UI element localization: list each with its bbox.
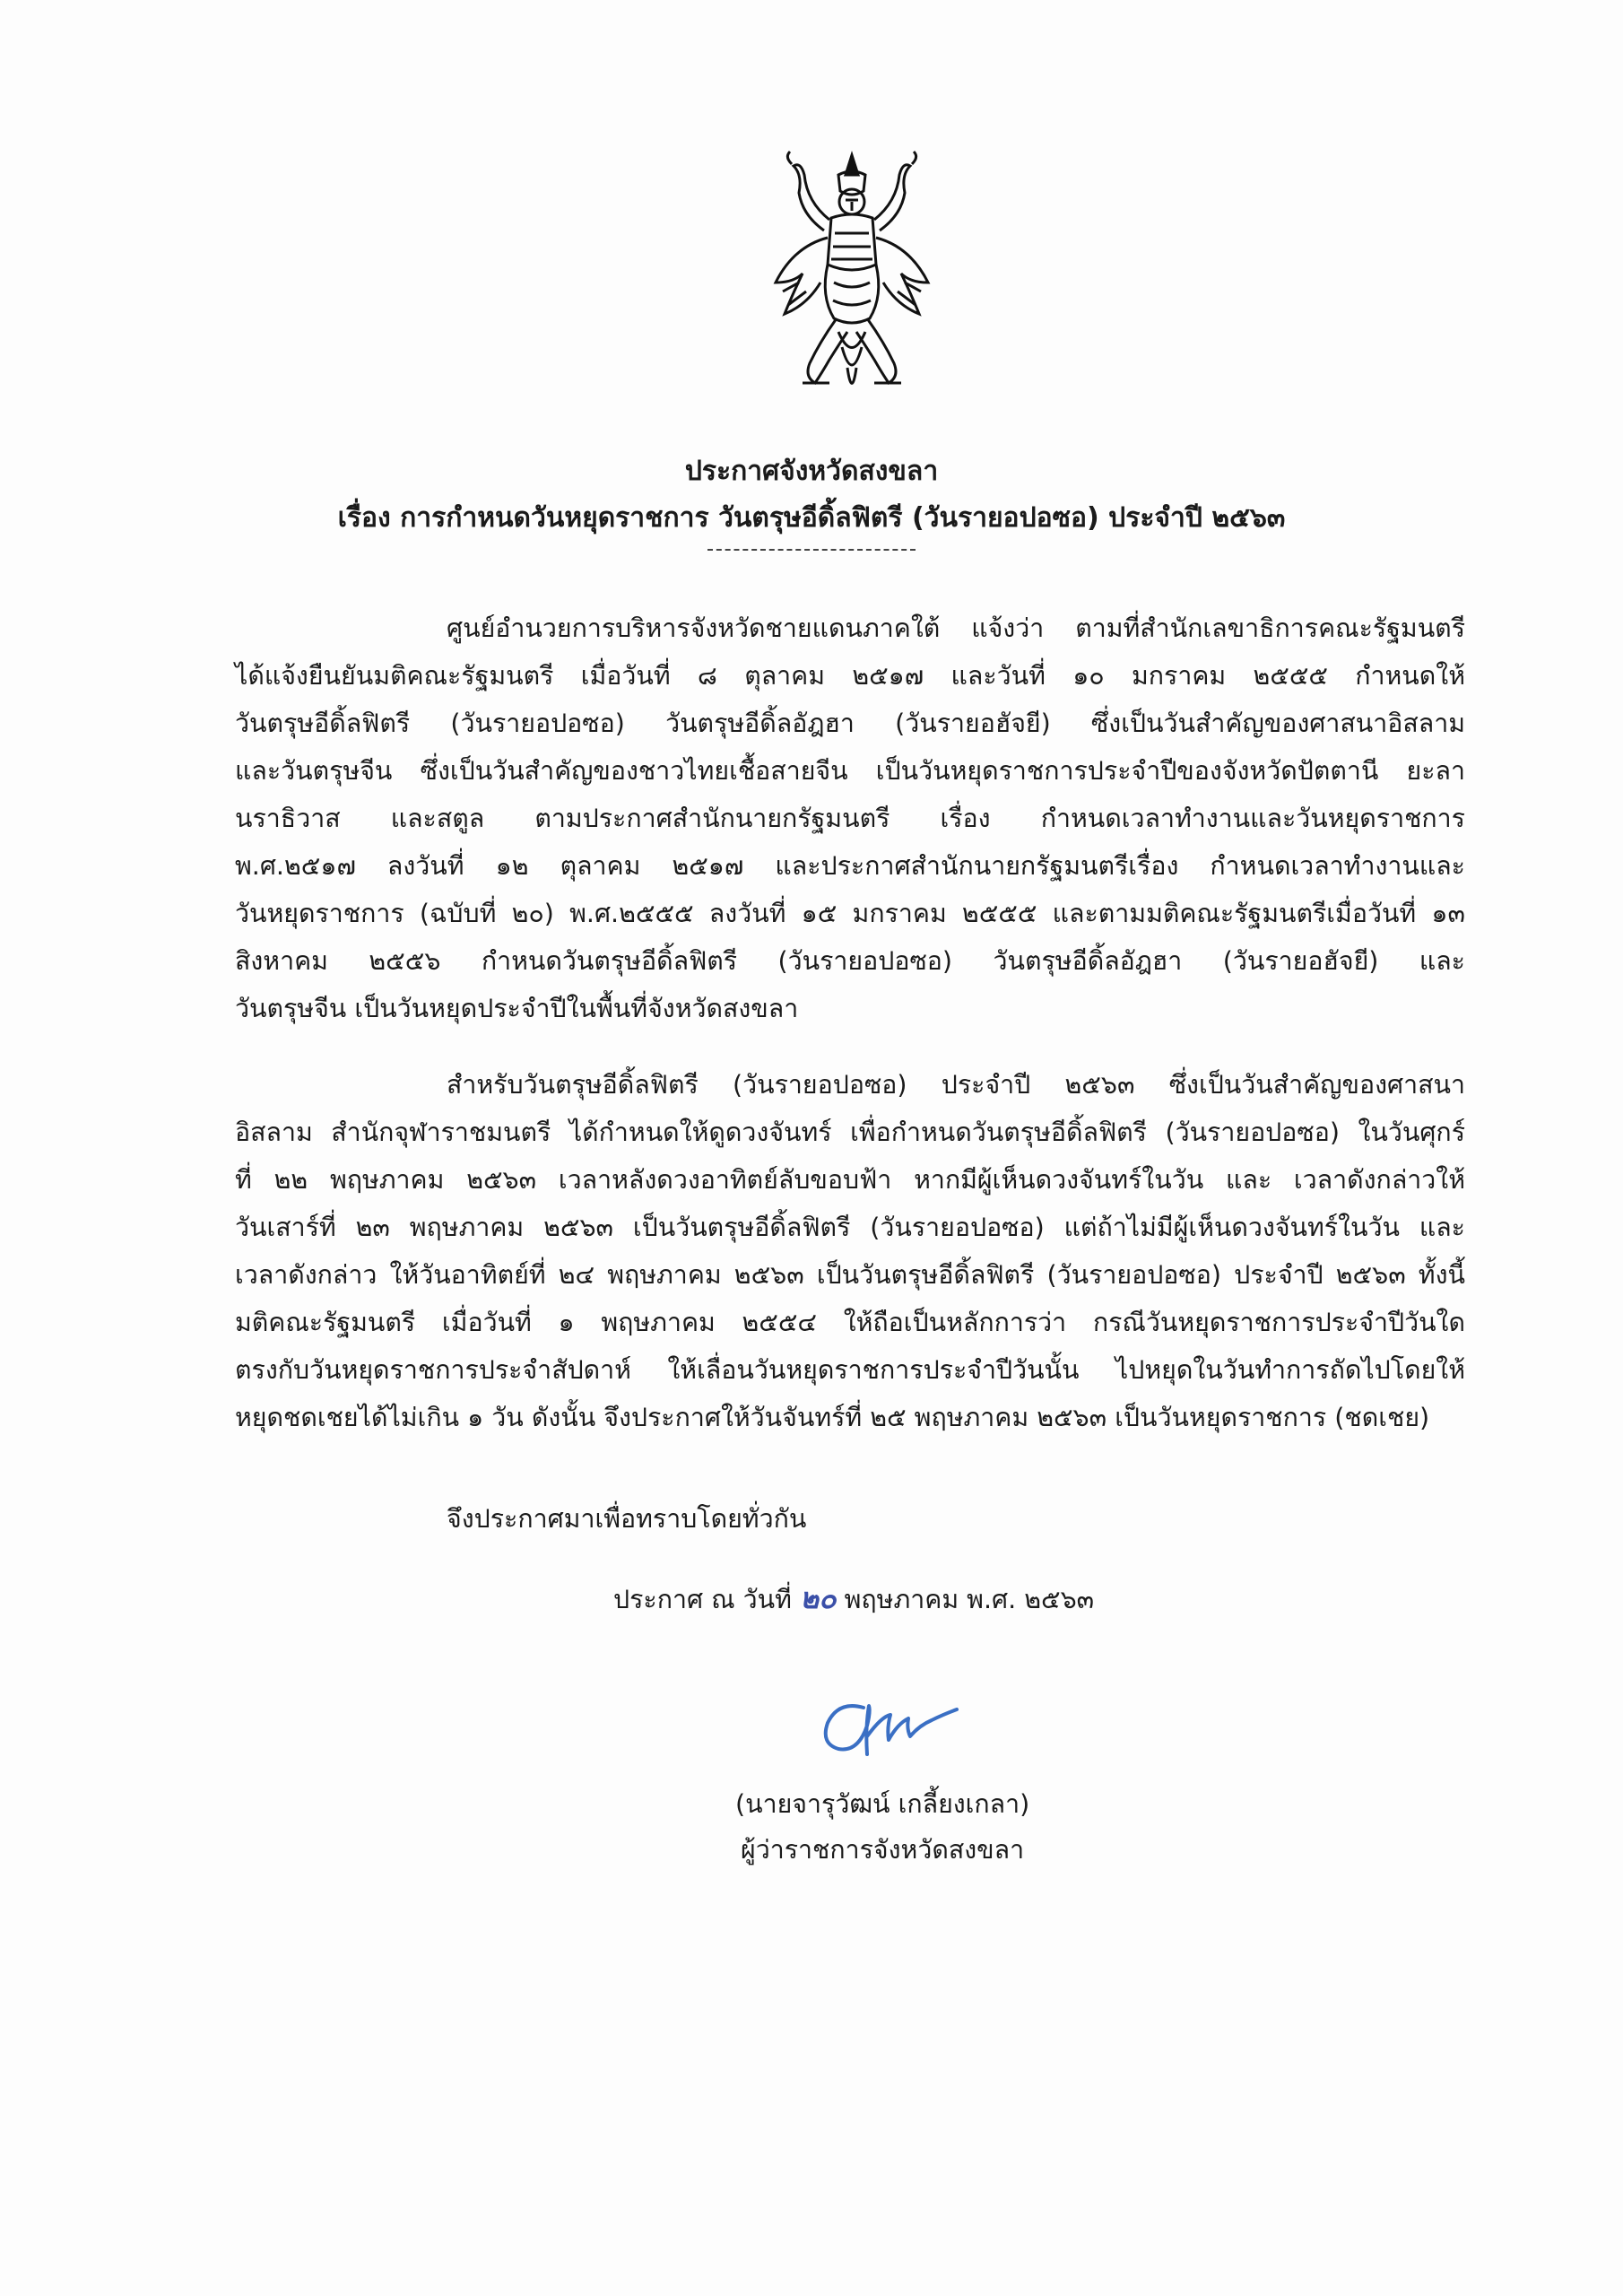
title-divider xyxy=(707,549,916,551)
paragraph-line: วันเสาร์ที่ ๒๓ พฤษภาคม ๒๕๖๓ เป็นวันตรุษอีดิ้ลฟิตรี (วันรายอปอซอ) แต่ถ้าไม่มีผู้เห็นดวงจันทร์ในวัน และ xyxy=(235,1213,1465,1242)
paragraph-line: พ.ศ.๒๕๑๗ ลงวันที่ ๑๒ ตุลาคม ๒๕๑๗ และประกาศสำนักนายกรัฐมนตรีเรื่อง กำหนดเวลาทำงานและ xyxy=(235,851,1465,881)
closing-line: จึงประกาศมาเพื่อทราบโดยทั่วกัน xyxy=(447,1504,807,1534)
handwritten-day: ๒๐ xyxy=(799,1581,837,1615)
dateline-suffix: พฤษภาคม พ.ศ. ๒๕๖๓ xyxy=(836,1585,1095,1614)
dateline xyxy=(613,1575,1094,1623)
paragraph-line: สิงหาคม ๒๕๕๖ กำหนดวันตรุษอีดิ้ลฟิตรี (วันรายอปอซอ) วันตรุษอีดิ้ลอัฎฮา (วันรายอฮัจยี) และ xyxy=(235,946,1465,976)
signature-mark xyxy=(812,1674,973,1772)
paragraph-line: นราธิวาส และสตูล ตามประกาศสำนักนายกรัฐมนตรี เรื่อง กำหนดเวลาทำงานและวันหยุดราชการ xyxy=(235,804,1465,833)
paragraph-line: ได้แจ้งยืนยันมติคณะรัฐมนตรี เมื่อวันที่ ๘ ตุลาคม ๒๕๑๗ และวันที่ ๑๐ มกราคม ๒๕๕๕ กำหนดให้ xyxy=(235,661,1465,691)
page-title: ประกาศจังหวัดสงขลา xyxy=(684,456,939,487)
title-block xyxy=(0,448,1623,551)
paragraph-line: ตรงกับวันหยุดราชการประจำสัปดาห์ ให้เลื่อนวันหยุดราชการประจำปีวันนั้น ไปหยุดในวันทำการถัดไปโดยให้ xyxy=(235,1355,1465,1385)
paragraph-line: เวลาดังกล่าว ให้วันอาทิตย์ที่ ๒๔ พฤษภาคม ๒๕๖๓ เป็นวันตรุษอีดิ้ลฟิตรี (วันรายอปอซอ) ประจำปี ๒๕๖๓ ทั้งนี้ xyxy=(235,1260,1465,1290)
paragraph-line: หยุดชดเชยได้ไม่เกิน ๑ วัน ดังนั้น จึงประกาศให้วันจันทร์ที่ ๒๕ พฤษภาคม ๒๕๖๓ เป็นวันหยุดราชการ (ชดเชย) xyxy=(235,1403,1430,1432)
paragraph-line: มติคณะรัฐมนตรี เมื่อวันที่ ๑ พฤษภาคม ๒๕๕๔ ให้ถือเป็นหลักการว่า กรณีวันหยุดราชการประจำปีวันใด xyxy=(235,1308,1465,1337)
dateline-prefix: ประกาศ ณ วันที่ xyxy=(613,1585,800,1614)
paragraph-line: และวันตรุษจีน ซึ่งเป็นวันสำคัญของชาวไทยเชื้อสายจีน เป็นวันหยุดราชการประจำปีของจังหวัดปัตตานี ยะลา xyxy=(235,756,1465,786)
garuda-emblem-icon xyxy=(767,148,937,404)
paragraph-line: วันตรุษจีน เป็นวันหยุดประจำปีในพื้นที่จังหวัดสงขลา xyxy=(235,994,799,1023)
paragraph-line: สำหรับวันตรุษอีดิ้ลฟิตรี (วันรายอปอซอ) ประจำปี ๒๕๖๓ ซึ่งเป็นวันสำคัญของศาสนา xyxy=(447,1070,1465,1100)
paragraph-1 xyxy=(235,604,1465,1032)
signatory-name: (นายจารุวัฒน์ เกลี้ยงเกลา) xyxy=(735,1789,1030,1819)
paragraph-line: ศูนย์อำนวยการบริหารจังหวัดชายแดนภาคใต้ แจ้งว่า ตามที่สำนักเลขาธิการคณะรัฐมนตรี xyxy=(447,613,1465,643)
subject-line: เรื่อง การกำหนดวันหยุดราชการ วันตรุษอีดิ้ลฟิตรี (วันรายอปอซอ) ประจำปี ๒๕๖๓ xyxy=(337,502,1286,534)
paragraph-line: วันตรุษอีดิ้ลฟิตรี (วันรายอปอซอ) วันตรุษอีดิ้ลอัฎฮา (วันรายอฮัจยี) ซึ่งเป็นวันสำคัญของศาสนาอิสลาม xyxy=(235,709,1465,738)
paragraph-2 xyxy=(235,1061,1465,1441)
paragraph-line: ที่ ๒๒ พฤษภาคม ๒๕๖๓ เวลาหลังดวงอาทิตย์ลับขอบฟ้า หากมีผู้เห็นดวงจันทร์ในวัน และ เวลาดังกล่าวให้ xyxy=(235,1165,1465,1195)
paragraph-line: อิสลาม สำนักจุฬาราชมนตรี ได้กำหนดให้ดูดวงจันทร์ เพื่อกำหนดวันตรุษอีดิ้ลฟิตรี (วันรายอปอซอ) ในวันศุกร์ xyxy=(235,1118,1465,1147)
signatory-position: ผู้ว่าราชการจังหวัดสงขลา xyxy=(741,1835,1025,1865)
paragraph-line: วันหยุดราชการ (ฉบับที่ ๒๐) พ.ศ.๒๕๕๕ ลงวันที่ ๑๕ มกราคม ๒๕๕๕ และตามมติคณะรัฐมนตรีเมื่อวันที่ ๑๓ xyxy=(235,899,1465,928)
